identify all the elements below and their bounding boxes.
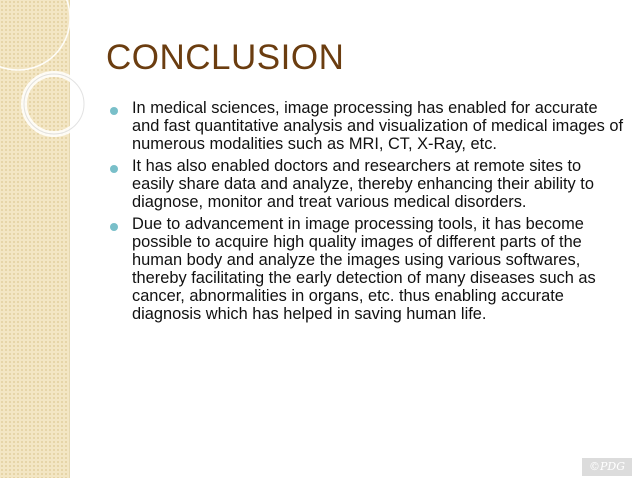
- bullet-dot-icon: [110, 165, 118, 173]
- bullet-dot-icon: [110, 223, 118, 231]
- bullet-item: [106, 216, 626, 324]
- bullet-dot-icon: [110, 107, 118, 115]
- decorative-circles: [0, 0, 110, 170]
- bullet-text: In medical sciences, image processing has enabled for accurate and fast quantitative analysis and visualization of medical images of numerous modalities such as MRI, CT, X-Ray, etc.: [132, 99, 624, 153]
- bullet-item: [106, 158, 626, 212]
- slide-title: CONCLUSION: [106, 38, 345, 77]
- bullet-text: Due to advancement in image processing tools, it has become possible to acquire high quality images of different parts of the human body and analyze the images using various softwares, thereby facilitating the early detection of many diseases such as cancer, abnormalities in organs, etc. thus enabling accurate diagnosis which has helped in saving human life.: [132, 215, 596, 323]
- watermark: ©PDG: [582, 458, 632, 476]
- bullet-list: [106, 100, 626, 328]
- bullet-item: [106, 100, 626, 154]
- bullet-text: It has also enabled doctors and researchers at remote sites to easily share data and analyze, thereby enhancing their ability to diagnose, monitor and treat various medical disorders.: [132, 157, 594, 211]
